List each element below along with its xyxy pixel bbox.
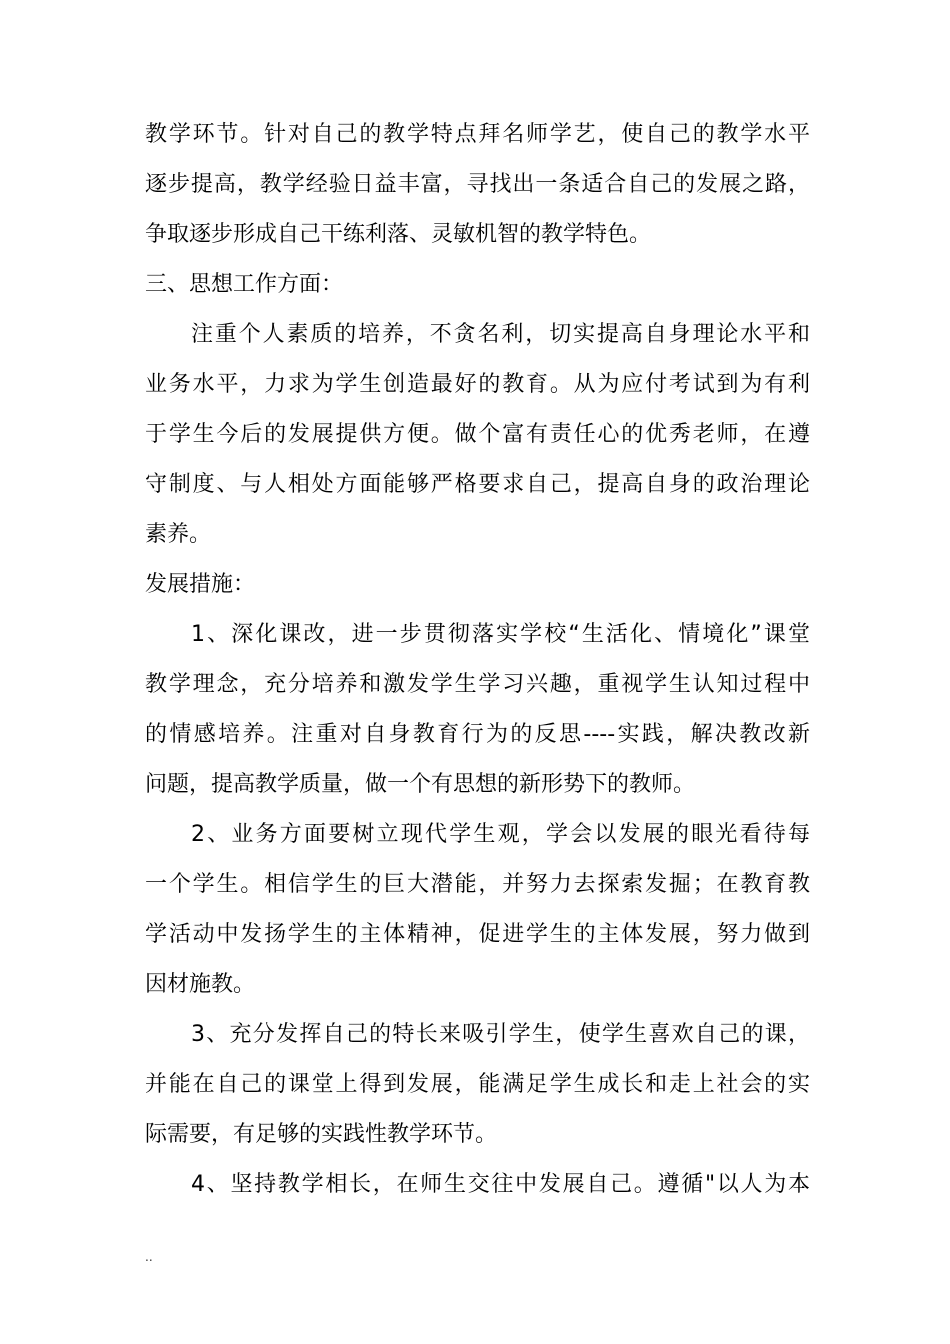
text-line: 教学理念，充分培养和激发学生学习兴趣，重视学生认知过程中 xyxy=(145,672,810,697)
text-line: 注重个人素质的培养，不贪名利，切实提高自身理论水平和 xyxy=(191,322,810,347)
paragraph-ideology xyxy=(145,310,810,560)
text-line: 并能在自己的课堂上得到发展，能满足学生成长和走上社会的实 xyxy=(145,1072,810,1097)
text-line: 于学生今后的发展提供方便。做个富有责任心的优秀老师，在遵 xyxy=(145,422,810,447)
text-line: 1、深化课改，进一步贯彻落实学校“生活化、情境化”课堂 xyxy=(191,622,810,647)
paragraph-measure-2 xyxy=(145,810,810,1010)
text-line: 逐步提高，教学经验日益丰富，寻找出一条适合自己的发展之路， xyxy=(145,172,810,197)
paragraph-measure-1 xyxy=(145,610,810,810)
text-line: 2、业务方面要树立现代学生观，学会以发展的眼光看待每 xyxy=(191,822,810,847)
text-line: 4、坚持教学相长，在师生交往中发展自己。遵循"以人为本 xyxy=(191,1172,810,1197)
section-heading-measures: 发展措施： xyxy=(145,572,256,597)
text-line: 问题，提高教学质量，做一个有思想的新形势下的教师。 xyxy=(145,772,696,797)
text-line: 学活动中发扬学生的主体精神，促进学生的主体发展，努力做到 xyxy=(145,922,810,947)
footer-mark: .. xyxy=(145,1250,153,1264)
text-line: 3、充分发挥自己的特长来吸引学生，使学生喜欢自己的课， xyxy=(191,1022,810,1047)
section-heading-ideology: 三、思想工作方面： xyxy=(145,272,344,297)
text-line: 争取逐步形成自己干练利落、灵敏机智的教学特色。 xyxy=(145,222,652,247)
document-page xyxy=(145,110,810,1210)
text-line: 教学环节。针对自己的教学特点拜名师学艺，使自己的教学水平 xyxy=(145,122,810,147)
text-line: 业务水平，力求为学生创造最好的教育。从为应付考试到为有利 xyxy=(145,372,810,397)
text-line: 守制度、与人相处方面能够严格要求自己，提高自身的政治理论 xyxy=(145,472,810,497)
text-line: 因材施教。 xyxy=(145,972,256,997)
text-line: 际需要，有足够的实践性教学环节。 xyxy=(145,1122,498,1147)
text-line: 素养。 xyxy=(145,522,212,547)
paragraph-measure-4 xyxy=(145,1160,810,1210)
paragraph-continuation xyxy=(145,110,810,260)
text-line: 一个学生。相信学生的巨大潜能，并努力去探索发掘；在教育教 xyxy=(145,872,810,897)
text-line: 的情感培养。注重对自身教育行为的反思----实践，解决教改新 xyxy=(145,722,810,747)
paragraph-measure-3 xyxy=(145,1010,810,1160)
